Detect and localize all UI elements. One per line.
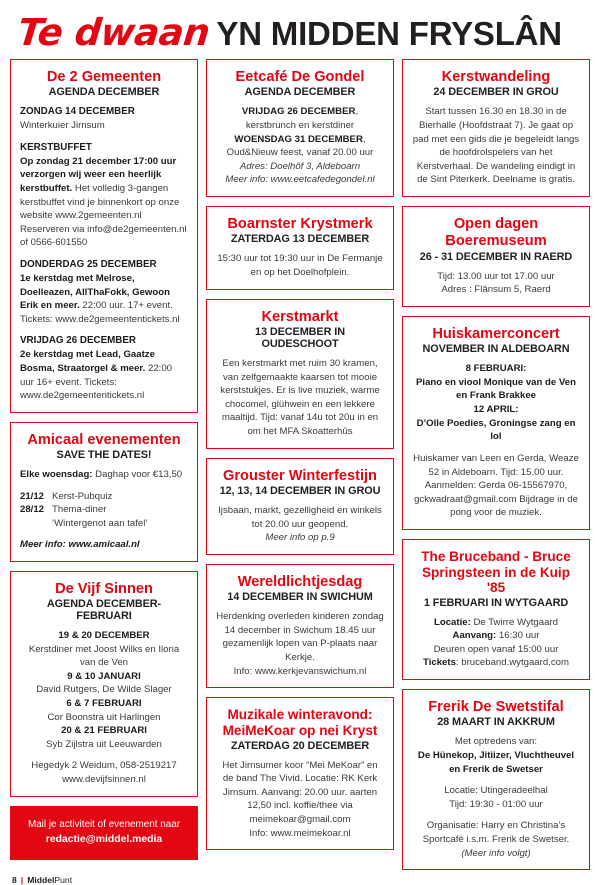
event-detail-emphasis: 1e kerstdag met Melrose, Doelleazen, AllThaFokk, Gewoon Erik en meer. [20,272,170,312]
masthead-script-title: Te dwaan [15,11,212,54]
page-masthead [10,0,590,59]
card-subtitle: ZATERDAG 13 DECEMBER [230,233,370,246]
card-subtitle: AGENDA DECEMBER-FEBRUARI [46,597,162,622]
card-body [412,270,580,297]
venue-website[interactable]: www.devijfsinnen.nl [62,773,146,785]
card-title-line-1: The Bruceband - Bruce [421,548,571,564]
event-time: Tijd: 13.00 uur tot 17.00 uur [437,270,555,282]
card-subtitle: 13 DECEMBER IN OUDESCHOOT [255,325,345,350]
venue-and-contact: Huiskamer van Leen en Gerda, Weaze 52 in Aldeboarn. Tijd: 15.00 uur. Aanmelden: Gerda 06-15567970, gckwadraat@gmail.com Bijdrage in de pong voor de muziek. [413,452,579,519]
event-date: 28/12 [20,504,45,516]
card-body [216,105,384,187]
tickets-row[interactable]: Tickets: bruceband.wytgaard.com [423,657,569,669]
event-detail [20,272,188,326]
event-date-heading: VRIJDAG 26 DECEMBER [20,335,136,347]
card-body: 15:30 uur tot 19:30 uur in De Fermanje en op het Doelhofplein. [217,253,383,278]
card-body [216,610,384,678]
card-body [20,468,188,551]
event-detail: Kerstdiner met Joost Wilks en Ilona van de Ven [28,643,180,669]
event-date-heading: KERSTBUFFET [20,141,92,153]
weekly-special-label: Elke woensdag: [20,469,93,481]
column-1 [10,59,198,885]
event-date-heading: DONDERDAG 25 DECEMBER [20,259,157,271]
card-subtitle: AGENDA DECEMBER [48,86,160,99]
event-label: Kerst-Pubquiz [52,490,113,502]
columns-container [10,59,590,885]
event-date: 12 APRIL: [473,404,519,416]
footer-separator: | [20,875,24,885]
card-kerstwandeling [402,59,590,197]
more-info-link[interactable]: Meer info: www.amicaal.nl [20,538,140,550]
column-3 [402,59,590,870]
card-subtitle: SAVE THE DATES! [56,449,152,462]
card-body: Een kerstmarkt met ruim 30 kramen, van zelfgemaakte kaarsen tot mooie kerststukjes. Er is live muziek, warme chocomel, glühwein en een lekkere maaltijd. Tijd: vanaf 14u tot 20u in en om het MFA Skoatterhûs [220,357,380,437]
column-2 [206,59,394,850]
card-subtitle: 12, 13, 14 DECEMBER IN GROU [219,484,381,497]
card-title: Kerstwandeling [441,69,551,85]
doors-open-row: Deuren open vanaf 15:00 uur [433,643,559,655]
card-subtitle: 14 DECEMBER IN SWICHUM [227,591,373,604]
event-detail [20,155,188,250]
event-detail: kerstbrunch en kerstdiner [245,119,355,131]
card-title: Huiskamerconcert [432,325,560,342]
more-info-note: (Meer info volgt) [461,847,531,859]
event-detail-emphasis: Op zondag 21 december 17:00 uur verzorgen wij weer een heerlijk kerstbuffet. [20,155,177,194]
more-info-link[interactable]: Info: www.meimekoar.nl [249,827,351,839]
event-detail: David Rutgers, De Wilde Slager [36,684,172,696]
card-de-vijf-sinnen [10,571,198,797]
event-date-heading: ZONDAG 14 DECEMBER [20,106,135,118]
card-body [216,759,384,841]
card-title: Frerik De Swetstifal [428,699,564,716]
event-detail: Oud&Nieuw feest, vanaf 20.00 uur [226,147,374,159]
card-body [20,629,188,787]
event-detail-rest: 22:00 uur. 17+ event. Tickets: www.de2gemeententickets.nl [20,300,180,325]
event-date: 21/12 [20,490,45,502]
card-kerstmarkt [206,299,394,449]
card-subtitle: 26 - 31 DECEMBER IN RAERD [419,250,573,263]
event-date: 8 FEBRUARI: [465,363,527,375]
card-wereldlichtjesdag [206,564,394,688]
card-huiskamerconcert [402,316,590,530]
event-detail-rest: 22:00 uur 16+ event. Tickets: www.de2gemeententickets.nl [20,362,172,402]
event-detail: Cor Boonstra uit Harlingen [47,711,161,723]
card-title-line-2: Boeremuseum [445,233,547,250]
card-title: Eetcafé De Gondel [235,69,365,85]
event-detail [20,348,188,402]
event-date: 19 & 20 DECEMBER [58,629,150,641]
list-item [20,490,188,503]
card-de-2-gemeenten [10,59,198,413]
venue-address: Adres : Flânsum 5, Raerd [441,284,551,296]
lineup-label: Met optredens van: [454,736,538,748]
masthead-plain-title: YN MIDDEN FRYSLÂN [216,15,562,52]
card-title: De 2 Gemeenten [46,69,162,85]
card-body [20,105,188,402]
card-subtitle: ZATERDAG 20 DECEMBER [230,739,370,752]
event-detail: Het Jirnsumer koor “Mei MeKoar” en de band The Vivid. Locatie: RK Kerk Jirnsum. Aanvang: 20.00 uur. aarten 12,50 incl. koffie/thee via meimekoar@gmail.com [222,759,378,825]
cta-text: Mail je activiteit of evenement naar [27,818,181,830]
organiser-row: Organisatie: Harry en Christina’s Sportcafé i.s.m. Frerik de Swetser. [422,820,570,846]
venue-address: Hegedyk 2 Weidum, 058-2519217 [31,760,177,772]
event-detail: Winterkuier Jirnsum [20,120,105,132]
card-the-bruceband [402,539,590,680]
card-title: Amicaal evenementen [27,431,181,448]
event-detail-emphasis: 2e kerstdag met Lead, Gaatze Bosma, Straatorgel & meer. [20,349,155,374]
event-detail: Herdenking overleden kinderen zondag 14 december in Swichum 18.45 uur gezamenlijk lopen van P-plaats naar Kerkje. [216,611,384,663]
event-date: 6 & 7 FEBRUARI [66,697,142,709]
footer-page-number: 8 [12,875,17,885]
card-amicaal-evenementen [10,422,198,562]
lineup-names: De Hünekop, Jitiizer, Vluchtheuvel en Frerik de Swetser [417,750,575,775]
weekly-special [20,468,188,482]
more-info-reference: Meer info op p.9 [265,532,335,544]
card-frerik-de-swetstifal [402,689,590,870]
card-subtitle: AGENDA DECEMBER [244,86,356,99]
card-subtitle: 28 MAART IN AKKRUM [437,716,555,729]
venue-row: Locatie: De Twirre Wytgaard [434,616,558,628]
time-row: Tijd: 19:30 - 01:00 uur [449,798,543,810]
page-footer [10,875,198,885]
event-date: 9 & 10 JANUARI [67,670,141,682]
event-detail: Ijsbaan, markt, gezelligheid en winkels tot 20.00 uur geopend. [218,504,382,530]
card-grouster-winterfestijn [206,458,394,555]
card-title: Grouster Winterfestijn [223,467,377,484]
more-info-link[interactable]: Meer info: www.eetcafedegondel.nl [225,174,375,186]
card-title: De Vijf Sinnen [55,580,153,597]
event-date: WOENSDAG 31 DECEMBER, [234,133,366,145]
event-detail: Syb Zijlstra uit Leeuwarden [46,738,162,750]
start-time-row: Aanvang: 16:30 uur [452,630,540,642]
card-muzikale-winteravond [206,697,394,850]
card-title: Kerstmarkt [261,308,339,325]
card-body [412,735,580,860]
card-title: Wereldlichtjesdag [237,573,363,590]
event-detail: D’Olle Poedies, Groningse zang en lol [416,417,576,443]
card-boarnster-krystmerk [206,206,394,290]
cta-email-link[interactable]: redactie@middel.media [45,833,163,845]
venue-row: Locatie: Utingeradeelhal [444,785,548,797]
card-body [412,362,580,520]
event-label-continuation: ‘Wintergenot aan tafel’ [52,517,148,529]
card-open-dagen-boeremuseum [402,206,590,307]
card-title: Boarnster Krystmerk [227,216,373,232]
list-item [20,503,188,516]
event-date: VRIJDAG 26 DECEMBER, [241,106,359,118]
event-date: 20 & 21 FEBRUARI [61,725,147,737]
card-eetcafe-de-gondel [206,59,394,197]
event-detail: Piano en viool Monique van de Ven en Frank Brakkee [416,376,576,402]
footer-brand: MiddelPunt [27,875,73,885]
card-subtitle: NOVEMBER IN ALDEBOARN [422,343,570,356]
card-body [412,616,580,670]
event-detail-rest: Het volledig 3-gangen kerstbuffet vind je binnenkort op onze website www.2gemeenten.nl Reserveren via info@de2gemeenten.nl of 0566-601550 [20,182,187,249]
card-title-line-2: Springsteen in de Kuip '85 [421,565,571,596]
weekly-special-value: Daghap voor €13,50 [92,469,183,481]
submit-event-cta [10,806,198,860]
card-subtitle: 1 FEBRUARI IN WYTGAARD [423,596,569,609]
more-info-link[interactable]: Info: www.kerkjevanswichum.nl [233,665,367,677]
card-body: Start tussen 16.30 en 18.30 in de Bierhalle (Hoofdstraat 7). Je gaat op pad met een gids die je begeleidt langs de hoofdrolspelers van het Kerstverhaal. De wandeling eindigt in de Sint Piterkerk. Deelname is gratis. [412,106,580,186]
card-title-line-1: Muzikale winteravond: [227,707,373,723]
card-title-line-1: Open dagen [453,216,539,232]
venue-address: Adres: Doelhôf 3, Aldeboarn [239,160,361,172]
card-title-line-2: MeiMeKoar op nei Kryst [222,723,378,739]
card-body [216,504,384,545]
card-subtitle: 24 DECEMBER IN GROU [433,86,559,99]
event-label: Thema-diner [52,504,107,516]
